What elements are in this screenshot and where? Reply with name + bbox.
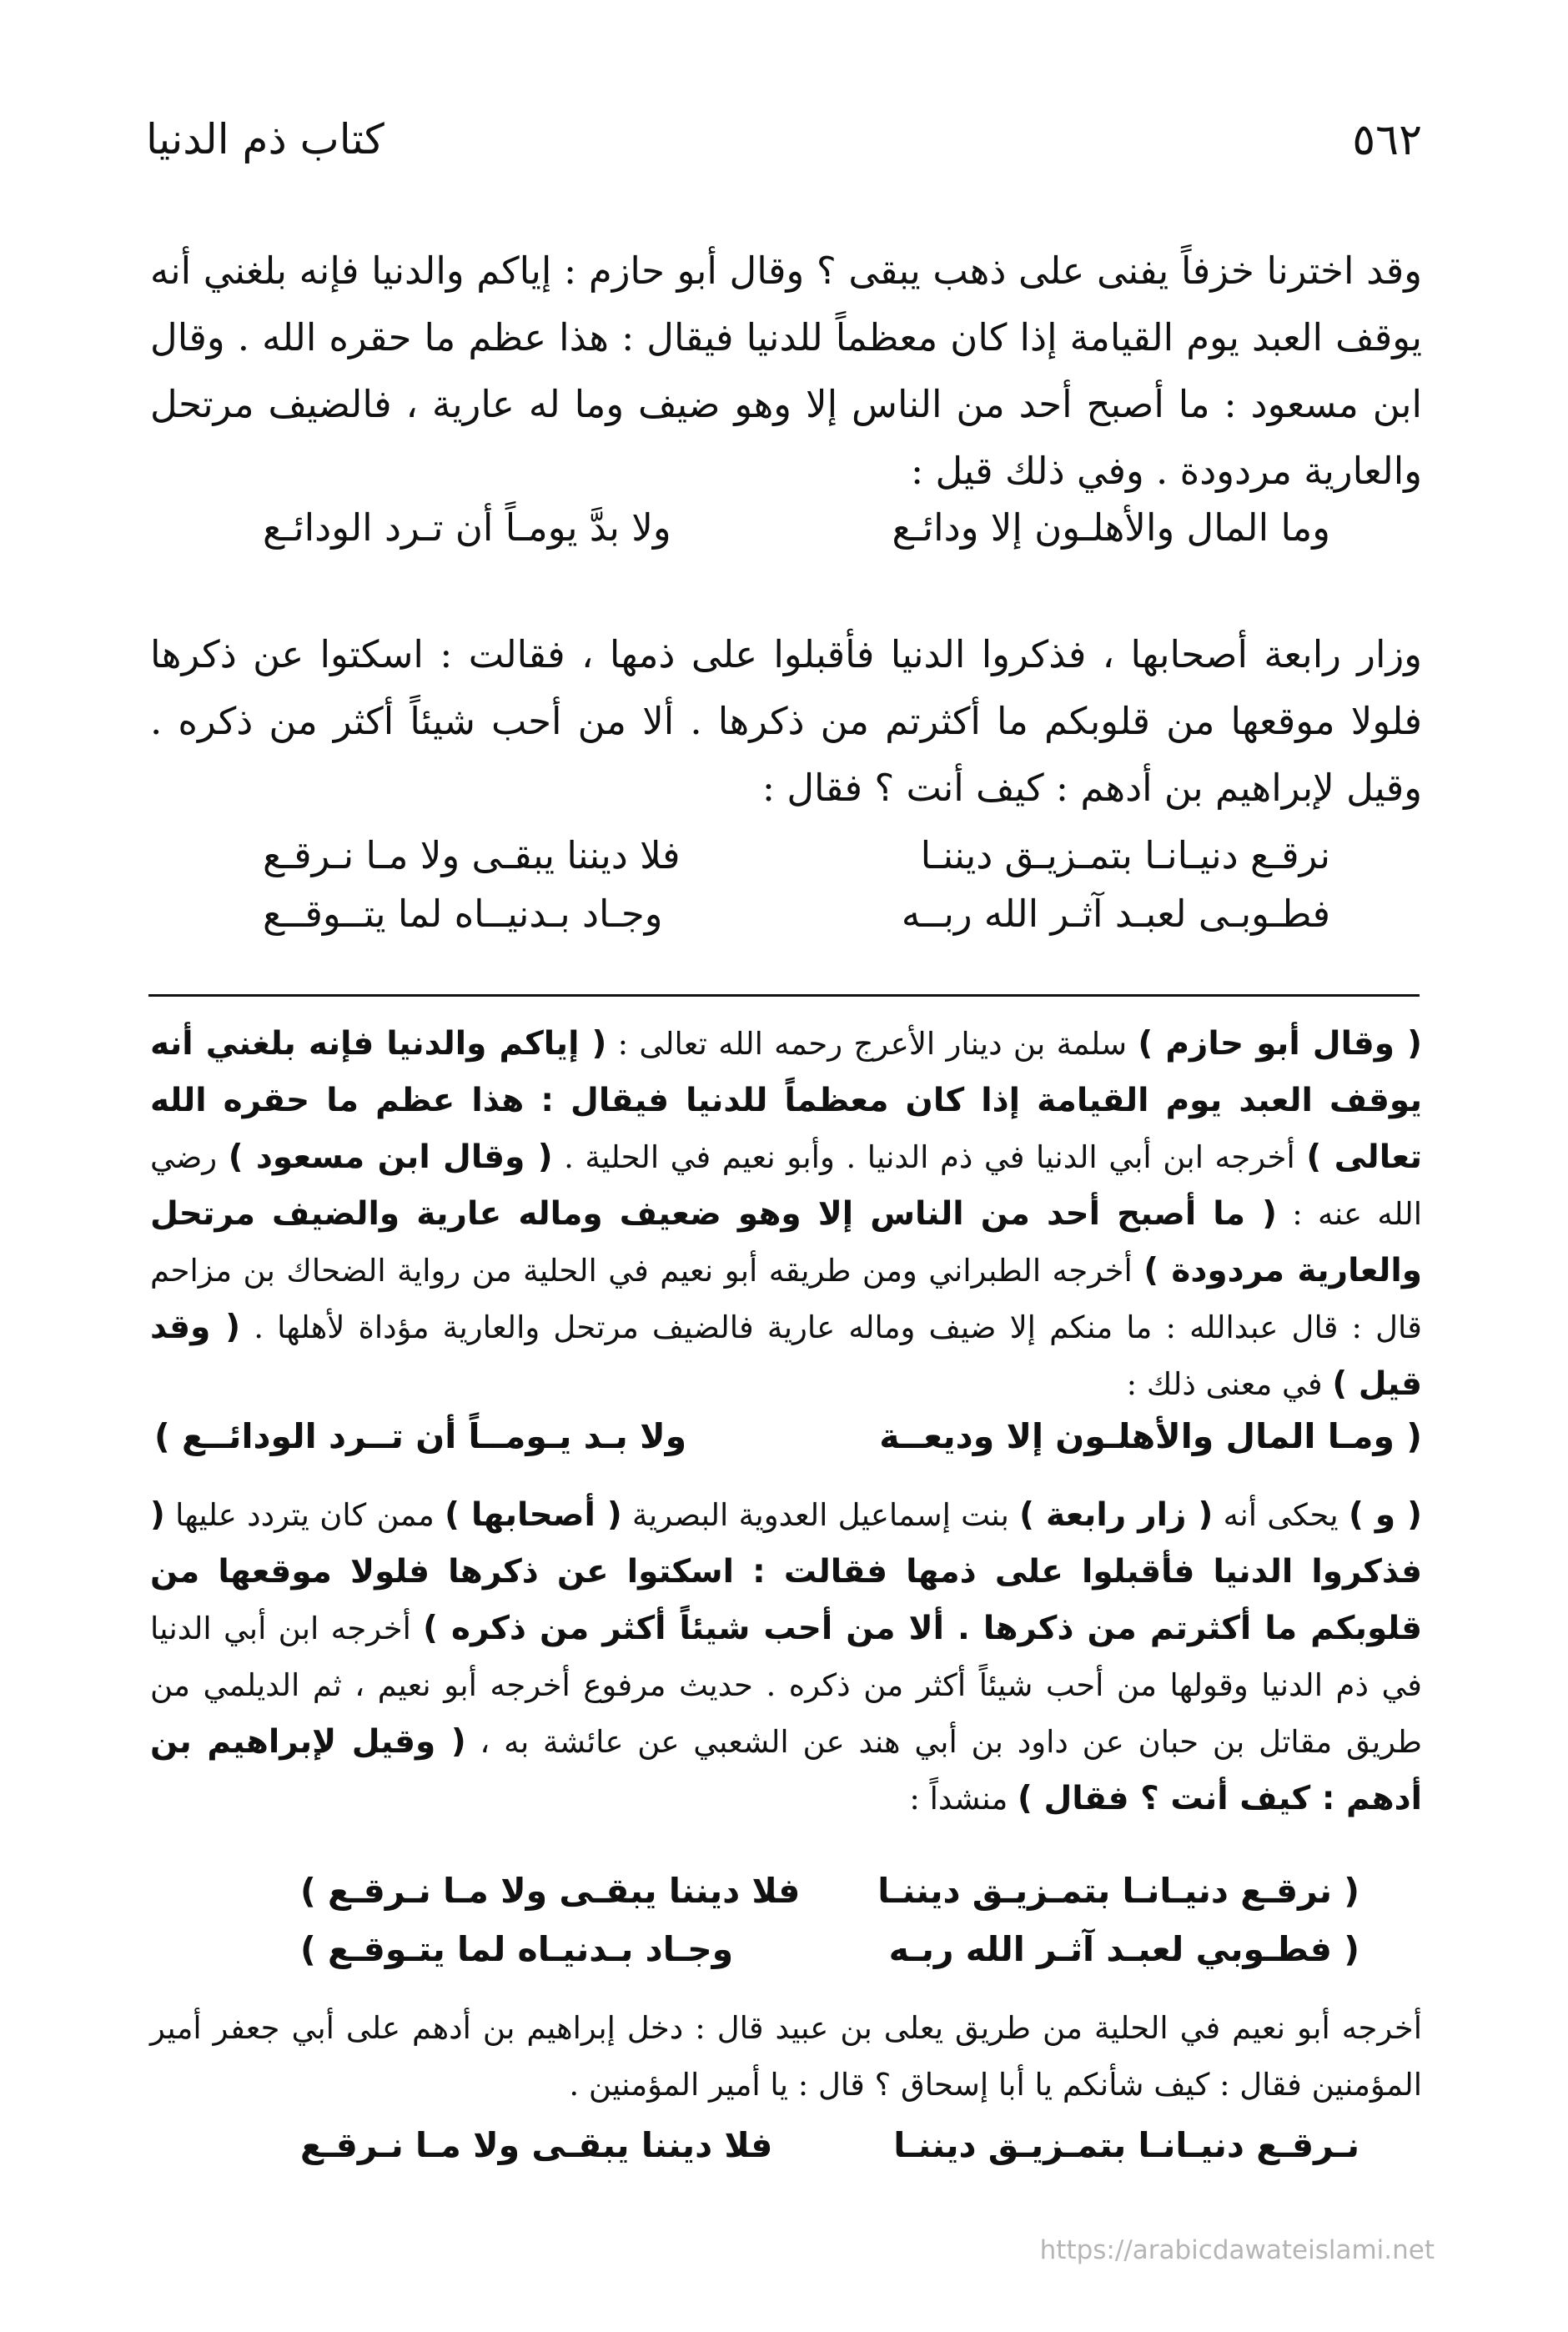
- main-verse-2: [263, 826, 1330, 886]
- main-text: [150, 238, 1422, 936]
- main-paragraph-1: وقد اخترنا خزفاً يفنى على ذهب يبقى ؟ وقال أبو حازم : إياكم والدنيا فإنه بلغني أنه يوقف العبد يوم القيامة إذا كان معظماً للدنيا فيقال : هذا عظم ما حقره الله . وقال ابن مسعود : ما أصبح أحد من الناس إلا وهو ضيف وما له عارية ، فالضيف مرتحل والعارية مردودة . وفي ذلك قيل :: [150, 249, 1422, 493]
- section-divider: [148, 994, 1420, 997]
- commentary-quote: ( فذكروا الدنيا فأقبلوا على ذمها فقالت : اسكتوا عن ذكرها فلولا موقعها من قلوبكم ما أكثرتم من ذكرها . ألا من أحب شيئاً أكثر من ذكره ): [150, 1496, 1422, 1647]
- commentary-text: يحكى أنه: [1213, 1497, 1349, 1533]
- commentary-verse-3: [300, 1921, 1359, 1978]
- commentary-verse-1: [154, 1408, 1422, 1465]
- page-number: ٥٦٢: [1352, 115, 1422, 165]
- verse-hemistich-left: وجـاد بـدنيـاه لما يتـوقـع ): [300, 1929, 734, 1969]
- commentary-quote: ( إياكم والدنيا فإنه بلغني أنه يوقف العبد يوم القيامة إذا كان معظماً للدنيا فيقال : هذا عظم ما حقره الله تعالى ): [150, 1025, 1422, 1176]
- verse-hemistich-left: فلا ديننا يبقـى ولا مـا نـرقـع ): [300, 1871, 801, 1911]
- commentary-quote: ( وقد قيل ): [150, 1309, 1422, 1403]
- commentary-quote: ( وقال ابن مسعود ): [228, 1138, 553, 1176]
- commentary-quote: ( ما أصبح أحد من الناس إلا وهو ضعيف وماله عارية والضيف مرتحل والعارية مردودة ): [150, 1195, 1422, 1289]
- verse-hemistich-right: نـرقـع دنيـانـا بتمـزيـق ديننـا: [893, 2125, 1359, 2165]
- commentary-text: أخرجه ابن أبي الدنيا في ذم الدنيا وقولها من أحب شيئاً أكثر من ذكره . حديث مرفوع أخرجه أبو نعيم ، ثم الديلمي من طريق مقاتل بن حبان عن داود بن أبي هند عن الشعبي عن عائشة به ،: [150, 1611, 1422, 1760]
- main-paragraph-2: وزار رابعة أصحابها ، فذكروا الدنيا فأقبلوا على ذمها ، فقالت : اسكتوا عن ذكرها فلولا موقعها من قلوبكم ما أكثرتم من ذكرها . ألا من أحب شيئاً أكثر من ذكره . وقيل لإبراهيم بن أدهم : كيف أنت ؟ فقال :: [150, 632, 1422, 810]
- main-verse-1: [263, 498, 1330, 558]
- commentary-text: منشداً :: [909, 1781, 1018, 1817]
- commentary-text: أخرجه ابن أبي الدنيا في ذم الدنيا . وأبو نعيم في الحلية .: [552, 1139, 1307, 1175]
- commentary-text: رضي الله عنه :: [150, 1139, 1423, 1232]
- commentary-quote: ( وقيل لإبراهيم بن أدهم : كيف أنت ؟ فقال ): [150, 1723, 1422, 1817]
- verse-hemistich-right: ( فطـوبي لعبـد آثـر الله ربـه: [888, 1929, 1359, 1969]
- verse-hemistich-left: فلا ديننا يبقـى ولا مـا نـرقـع: [300, 2125, 773, 2165]
- commentary-quote: ( وقال أبو حازم ): [1138, 1025, 1422, 1063]
- verse-hemistich-left: وجـاد بـدنيــاه لما يتــوقــع: [263, 892, 663, 936]
- commentary-paragraph-2: [150, 1487, 1422, 1827]
- commentary-text: أخرجه الطبراني ومن طريقه أبو نعيم في الحلية من رواية الضحاك بن مزاحم قال : قال عبدالله : ما منكم إلا ضيف وماله عارية فالضيف مرتحل والعارية مؤداة لأهلها .: [150, 1253, 1422, 1345]
- commentary-quote: ( و ): [1348, 1496, 1422, 1534]
- verse-hemistich-left: ولا بدَّ يومـاً أن تـرد الودائـع: [263, 505, 671, 550]
- commentary-quote: ( زار رابعة ): [1019, 1496, 1214, 1534]
- verse-hemistich-right: ( ومـا المال والأهلـون إلا وديعــة: [879, 1416, 1422, 1456]
- running-title: كتاب ذم الدنيا: [146, 115, 384, 163]
- commentary-paragraph-3: أخرجه أبو نعيم في الحلية من طريق يعلى بن عبيد قال : دخل إبراهيم بن أدهم على أبي جعفر أمير المؤمنين فقال : كيف شأنكم يا أبا إسحاق ؟ قال : يا أمير المؤمنين .: [150, 2010, 1422, 2103]
- commentary-verse-2: [300, 1862, 1359, 1919]
- verse-hemistich-right: ( نرقـع دنيـانـا بتمـزيـق ديننـا: [877, 1871, 1359, 1911]
- commentary-text: بنت إسماعيل العدوية البصرية: [621, 1497, 1020, 1533]
- page-header: [146, 115, 1422, 173]
- commentary-quote: ( أصحابها ): [445, 1496, 622, 1534]
- commentary-text: ممن كان يتردد عليها: [164, 1497, 445, 1533]
- main-verse-3: [263, 884, 1330, 944]
- verse-hemistich-left: فلا ديننا يبقـى ولا مـا نـرقـع: [263, 833, 681, 877]
- verse-hemistich-left: ولا بـد يـومــاً أن تــرد الودائــع ): [154, 1416, 687, 1456]
- commentary-text: سلمة بن دينار الأعرج رحمه الله تعالى :: [606, 1026, 1138, 1062]
- verse-hemistich-right: فطـوبـى لعبـد آثـر الله ربــه: [901, 892, 1330, 936]
- commentary-text: في معنى ذلك :: [1126, 1366, 1333, 1402]
- verse-hemistich-right: وما المال والأهلـون إلا ودائـع: [892, 505, 1330, 550]
- watermark-url: https://arabicdawateislami.net: [1039, 2235, 1435, 2265]
- commentary-verse-4: [300, 2117, 1359, 2174]
- commentary-paragraph-1: [150, 1016, 1422, 1413]
- verse-hemistich-right: نرقـع دنيـانـا بتمـزيـق ديننـا: [920, 833, 1330, 877]
